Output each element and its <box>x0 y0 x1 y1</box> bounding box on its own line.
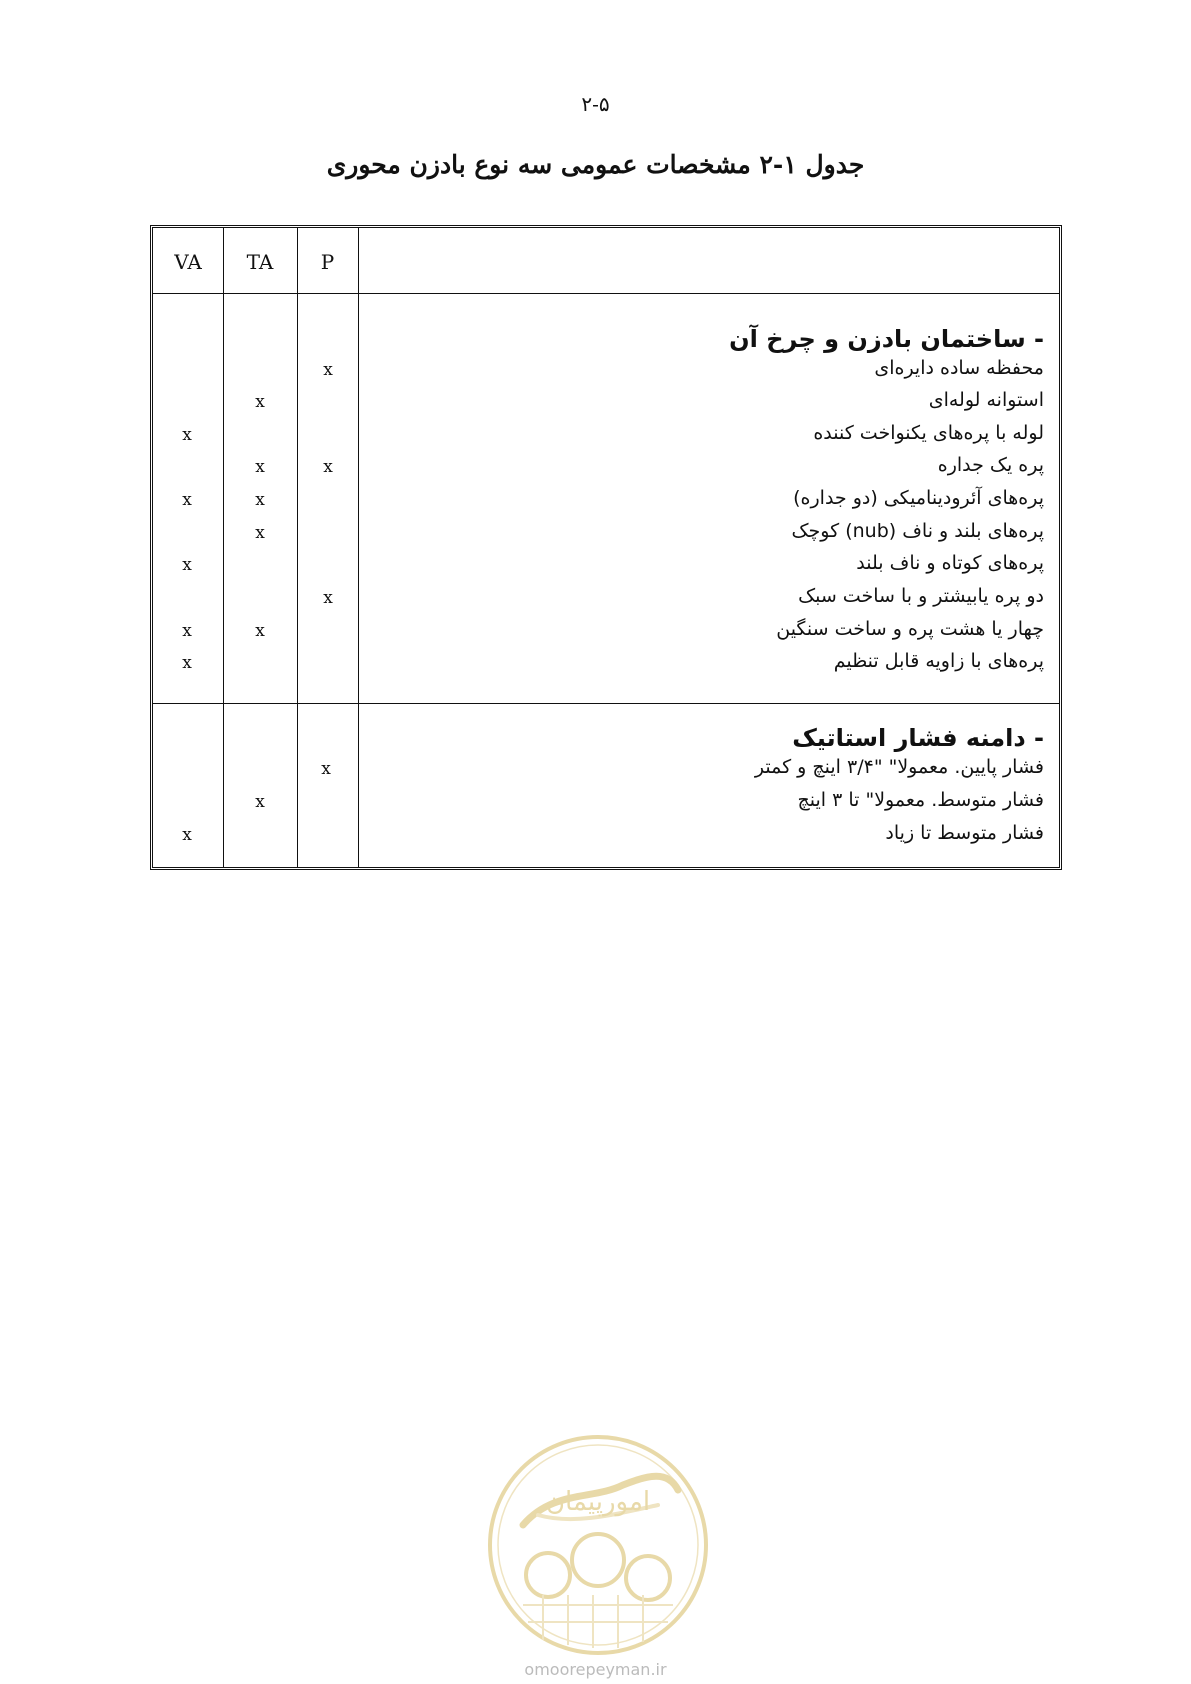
mark-va: x <box>182 490 192 510</box>
mark-va: x <box>182 555 192 575</box>
mark-ta: x <box>255 490 265 510</box>
row-label: استوانه لوله‌ای <box>928 389 1044 411</box>
mark-p: x <box>323 588 333 608</box>
row-label: دو پره یابیشتر و با ساخت سبک <box>798 585 1044 607</box>
header-ta: TA <box>246 250 274 274</box>
col-divider <box>358 228 359 867</box>
table-title: جدول ۱-۲ مشخصات عمومی سه نوع بادزن محوری <box>326 150 865 179</box>
row-label: فشار متوسط. معمولا" تا ۳ اینچ <box>797 789 1044 811</box>
col-divider <box>297 228 298 867</box>
spec-table <box>150 225 1062 870</box>
mark-va: x <box>182 425 192 445</box>
mark-va: x <box>182 653 192 673</box>
header-va: VA <box>174 250 202 274</box>
mark-va: x <box>182 621 192 641</box>
col-divider <box>223 228 224 867</box>
row-label: پره یک جداره <box>937 454 1044 476</box>
mark-p: x <box>323 457 333 477</box>
mark-ta: x <box>255 392 265 412</box>
row-label: پره‌های کوتاه و ناف بلند <box>856 552 1044 574</box>
row-divider <box>153 703 1059 704</box>
section-heading: - دامنه فشار استاتیک <box>792 724 1044 752</box>
row-label: فشار پایین. معمولا" "۳/۴ اینچ و کمتر <box>754 756 1044 778</box>
header-p: P <box>320 250 335 274</box>
watermark-logo-text: امورپیمان <box>545 1487 651 1517</box>
row-label: محفظه ساده دایره‌ای <box>874 357 1044 379</box>
mark-p: x <box>323 360 333 380</box>
section-heading: - ساختمان بادزن و چرخ آن <box>729 325 1044 353</box>
row-label: چهار یا هشت پره و ساخت سنگین <box>776 618 1044 640</box>
watermark-url: omoorepeyman.ir <box>524 1660 667 1679</box>
page-number: ۲-۵ <box>581 92 610 116</box>
mark-ta: x <box>255 792 265 812</box>
row-label: پره‌های با زاویه قابل تنظیم <box>833 650 1044 672</box>
row-divider <box>153 293 1059 294</box>
mark-ta: x <box>255 523 265 543</box>
mark-ta: x <box>255 457 265 477</box>
row-label: فشار متوسط تا زیاد <box>885 822 1044 844</box>
row-label: پره‌های بلند و ناف (nub) کوچک <box>791 520 1044 542</box>
watermark-logo <box>483 1430 713 1660</box>
mark-va: x <box>182 825 192 845</box>
mark-ta: x <box>255 621 265 641</box>
row-label: پره‌های آئرودینامیکی (دو جداره) <box>793 487 1044 509</box>
mark-p: x <box>321 759 331 779</box>
row-label: لوله با پره‌های یکنواخت کننده <box>813 422 1044 444</box>
